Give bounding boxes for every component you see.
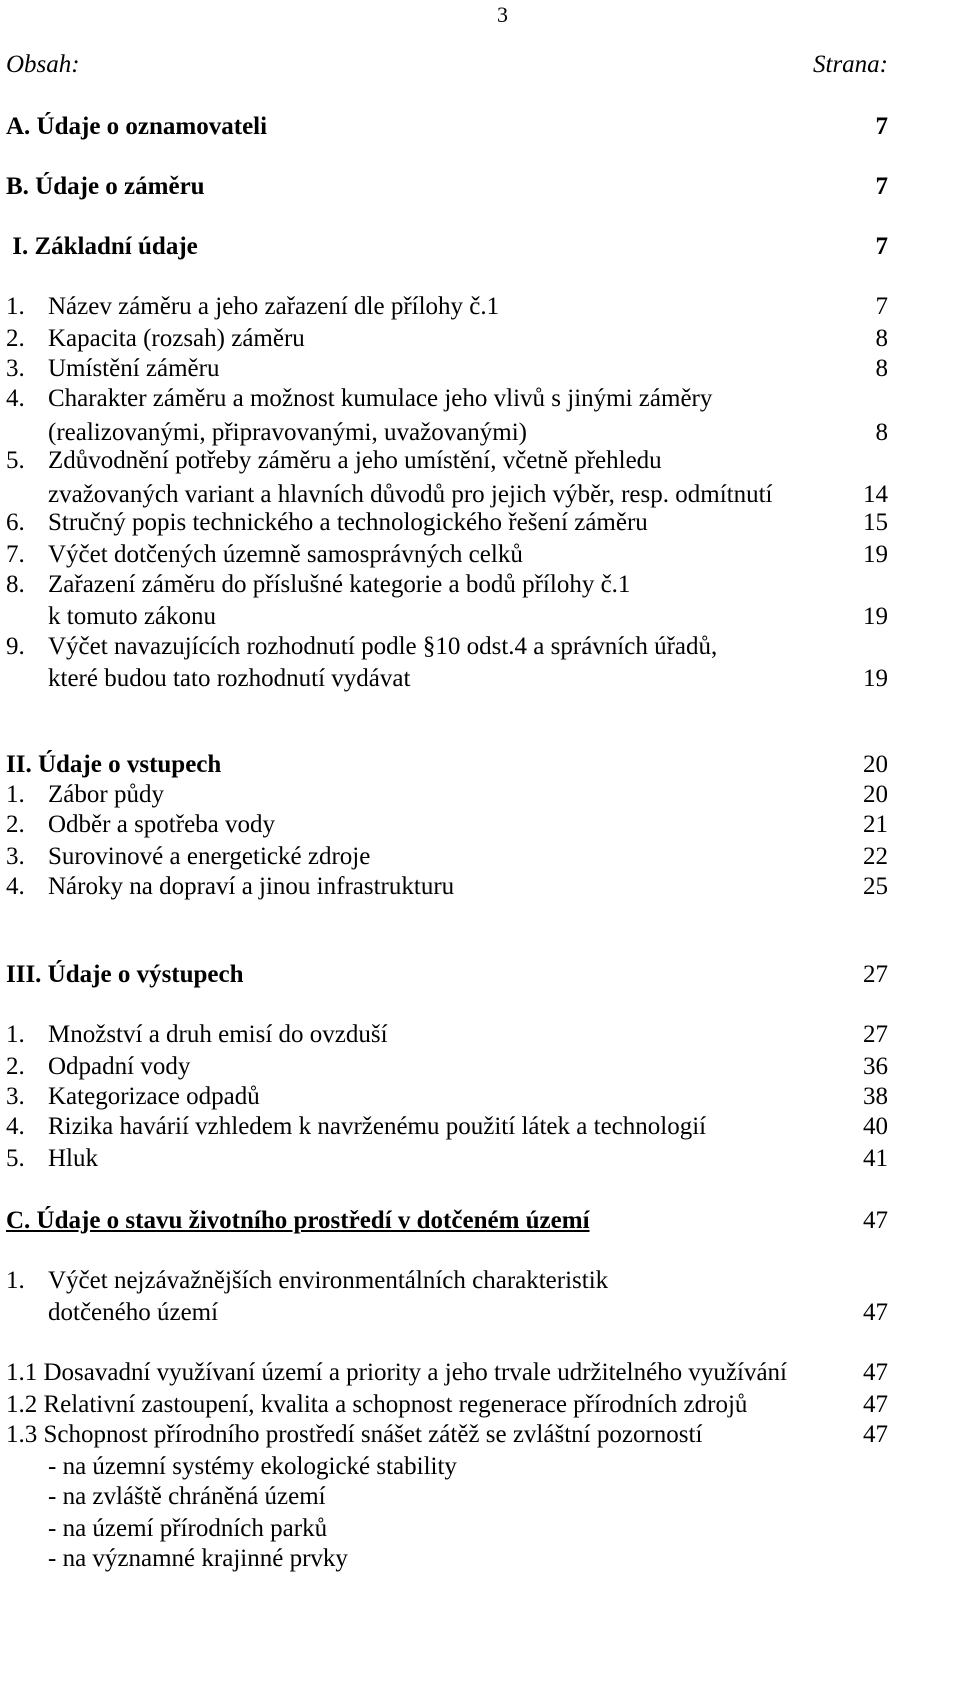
toc-line-text: Rizika havárií vzhledem k navrženému použití látek a technologií bbox=[48, 1113, 707, 1140]
toc-line bbox=[6, 112, 888, 142]
toc-line bbox=[6, 480, 888, 510]
toc-line-page: 40 bbox=[863, 1113, 888, 1140]
toc-line-page: 36 bbox=[863, 1053, 888, 1080]
toc-line-page: 19 bbox=[863, 603, 888, 630]
toc-line-page: 27 bbox=[863, 961, 888, 988]
toc-line-page: 19 bbox=[863, 665, 888, 692]
toc-line bbox=[6, 810, 888, 840]
toc-line-page: 19 bbox=[863, 541, 888, 568]
toc-line-text: Množství a druh emisí do ovzduší bbox=[48, 1021, 388, 1048]
toc-line bbox=[6, 324, 888, 354]
toc-line bbox=[6, 1082, 888, 1112]
toc-line bbox=[6, 232, 888, 262]
toc-line-page: 22 bbox=[863, 843, 888, 870]
toc-line-number: 3. bbox=[6, 355, 25, 382]
toc-line bbox=[6, 540, 888, 570]
toc-line-number: 8. bbox=[6, 571, 25, 598]
toc-line bbox=[6, 872, 888, 902]
toc-line-page: 8 bbox=[875, 325, 888, 352]
toc-line-page: 14 bbox=[863, 481, 888, 508]
toc-line bbox=[6, 292, 888, 322]
toc-line-page: 47 bbox=[863, 1359, 888, 1386]
toc-line-text: II. Údaje o vstupech bbox=[6, 751, 222, 778]
toc-line-text: Zařazení záměru do příslušné kategorie a bodů přílohy č.1 bbox=[48, 571, 631, 598]
toc-line bbox=[6, 1514, 888, 1544]
toc-line bbox=[6, 632, 888, 662]
toc-line-page: 7 bbox=[875, 173, 888, 200]
toc-line bbox=[6, 384, 888, 414]
toc-line bbox=[6, 1020, 888, 1050]
toc-line-number: 1. bbox=[6, 293, 25, 320]
toc-line bbox=[6, 418, 888, 448]
toc-line-text: Odpadní vody bbox=[48, 1053, 191, 1080]
toc-header-right: Strana: bbox=[813, 51, 888, 78]
toc-line-text: Nároky na dopraví a jinou infrastrukturu bbox=[48, 873, 455, 900]
toc-line-number: 5. bbox=[6, 447, 25, 474]
toc-line bbox=[6, 508, 888, 538]
toc-line-page: 7 bbox=[875, 233, 888, 260]
toc-line bbox=[6, 1206, 888, 1236]
toc-line-text: - na územní systémy ekologické stability bbox=[48, 1453, 457, 1480]
toc-line-text: 1.2 Relativní zastoupení, kvalita a schopnost regenerace přírodních zdrojů bbox=[6, 1391, 748, 1418]
toc-line-number: 1. bbox=[6, 1267, 25, 1294]
toc-line-text: I. Základní údaje bbox=[6, 233, 198, 260]
toc-line-number: 4. bbox=[6, 873, 25, 900]
toc-line bbox=[6, 172, 888, 202]
toc-line-page: 41 bbox=[863, 1145, 888, 1172]
toc-line-text: Název záměru a jeho zařazení dle přílohy č.1 bbox=[48, 293, 500, 320]
toc-line-text: (realizovanými, připravovanými, uvažovanými) bbox=[48, 419, 528, 446]
toc-line bbox=[6, 664, 888, 694]
toc-line-text: zvažovaných variant a hlavních důvodů pro jejich výběr, resp. odmítnutí bbox=[48, 481, 773, 508]
toc-line bbox=[6, 960, 888, 990]
toc-line-text: Charakter záměru a možnost kumulace jeho vlivů s jinými záměry bbox=[48, 385, 713, 412]
toc-line bbox=[6, 1482, 888, 1512]
toc-line-text: Kapacita (rozsah) záměru bbox=[48, 325, 305, 352]
toc-line bbox=[6, 1266, 888, 1296]
toc-line-number: 3. bbox=[6, 1083, 25, 1110]
toc-line-number: 1. bbox=[6, 781, 25, 808]
toc-line-text: Výčet dotčených územně samosprávných celků bbox=[48, 541, 523, 568]
toc-line-page: 25 bbox=[863, 873, 888, 900]
toc-line bbox=[6, 750, 888, 780]
toc-line-number: 3. bbox=[6, 843, 25, 870]
toc-line-number: 6. bbox=[6, 509, 25, 536]
toc-line bbox=[6, 780, 888, 810]
toc-line-text: B. Údaje o záměru bbox=[6, 173, 205, 200]
toc-line-number: 5. bbox=[6, 1145, 25, 1172]
toc-line bbox=[6, 1144, 888, 1174]
toc-line-text: Surovinové a energetické zdroje bbox=[48, 843, 371, 870]
toc-line bbox=[6, 1052, 888, 1082]
toc-line bbox=[6, 1298, 888, 1328]
toc-line-text: Zábor půdy bbox=[48, 781, 164, 808]
toc-line bbox=[6, 842, 888, 872]
toc-line-page: 47 bbox=[863, 1299, 888, 1326]
toc-line-text: Výčet navazujících rozhodnutí podle §10 odst.4 a správních úřadů, bbox=[48, 633, 718, 660]
toc-line bbox=[6, 446, 888, 476]
page-number: 3 bbox=[497, 2, 508, 27]
toc-line bbox=[6, 570, 888, 600]
toc-line-page: 20 bbox=[863, 751, 888, 778]
toc-header bbox=[6, 50, 888, 80]
toc-line-page: 47 bbox=[863, 1421, 888, 1448]
toc-line bbox=[6, 1390, 888, 1420]
toc-line-text: C. Údaje o stavu životního prostředí v dotčeném území bbox=[6, 1207, 590, 1234]
toc-line-page: 27 bbox=[863, 1021, 888, 1048]
toc-line-text: dotčeného území bbox=[48, 1299, 219, 1326]
toc-line-page: 8 bbox=[875, 419, 888, 446]
toc-line-number: 4. bbox=[6, 1113, 25, 1140]
toc-line-page: 7 bbox=[875, 113, 888, 140]
toc-line-text: Kategorizace odpadů bbox=[48, 1083, 260, 1110]
toc-line bbox=[6, 602, 888, 632]
toc-line-text: Výčet nejzávažnějších environmentálních charakteristik bbox=[48, 1267, 609, 1294]
toc-line-number: 9. bbox=[6, 633, 25, 660]
toc-line-page: 15 bbox=[863, 509, 888, 536]
toc-line-text: A. Údaje o oznamovateli bbox=[6, 113, 268, 140]
toc-line bbox=[6, 1112, 888, 1142]
toc-line-text: - na území přírodních parků bbox=[48, 1515, 328, 1542]
toc-line-number: 2. bbox=[6, 811, 25, 838]
toc-line bbox=[6, 1544, 888, 1574]
toc-line-text: Odběr a spotřeba vody bbox=[48, 811, 276, 838]
toc-line-number: 1. bbox=[6, 1021, 25, 1048]
toc-line-text: III. Údaje o výstupech bbox=[6, 961, 244, 988]
toc-line-page: 47 bbox=[863, 1207, 888, 1234]
toc-line-text: 1.1 Dosavadní využívaní území a priority a jeho trvale udržitelného využívání bbox=[6, 1359, 788, 1386]
toc-line-text: Umístění záměru bbox=[48, 355, 220, 382]
toc-header-left: Obsah: bbox=[6, 51, 80, 78]
toc-line bbox=[6, 1420, 888, 1450]
toc-line-page: 7 bbox=[875, 293, 888, 320]
toc-line-text: Zdůvodnění potřeby záměru a jeho umístění, včetně přehledu bbox=[48, 447, 662, 474]
toc-line-text: k tomuto zákonu bbox=[48, 603, 217, 630]
toc-line-text: Stručný popis technického a technologického řešení záměru bbox=[48, 509, 648, 536]
toc-line-text: které budou tato rozhodnutí vydávat bbox=[48, 665, 411, 692]
toc-line-number: 2. bbox=[6, 1053, 25, 1080]
toc-line bbox=[6, 1452, 888, 1482]
toc-line-text: - na zvláště chráněná území bbox=[48, 1483, 326, 1510]
toc-line-number: 7. bbox=[6, 541, 25, 568]
toc-line bbox=[6, 1358, 888, 1388]
toc-line bbox=[6, 354, 888, 384]
toc-line-page: 38 bbox=[863, 1083, 888, 1110]
toc-line-number: 2. bbox=[6, 325, 25, 352]
toc-line-page: 47 bbox=[863, 1391, 888, 1418]
toc-line-page: 8 bbox=[875, 355, 888, 382]
toc-line-page: 21 bbox=[863, 811, 888, 838]
toc-line-text: 1.3 Schopnost přírodního prostředí snášet zátěž se zvláštní pozorností bbox=[6, 1421, 703, 1448]
toc-line-page: 20 bbox=[863, 781, 888, 808]
toc-line-text: Hluk bbox=[48, 1145, 98, 1172]
toc-line-text: - na významné krajinné prvky bbox=[48, 1545, 348, 1572]
toc-line-number: 4. bbox=[6, 385, 25, 412]
